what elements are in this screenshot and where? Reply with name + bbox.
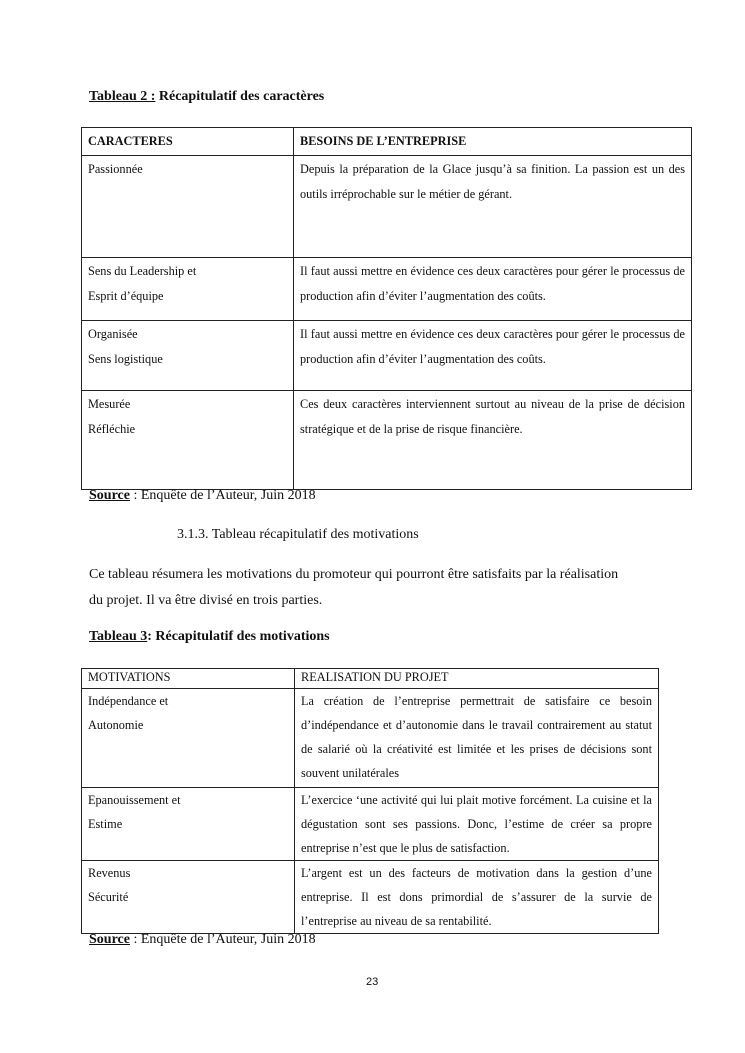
cell-right: Depuis la préparation de la Glace jusqu’à sa finition. La passion est un des outils irréprochable sur le métier de gérant.: [294, 156, 692, 258]
caption-label: Tableau 3: [89, 629, 148, 644]
table-motivations: [81, 668, 659, 934]
cell-line: Revenus: [88, 866, 131, 880]
caption-text: Récapitulatif des caractères: [155, 89, 325, 104]
cell-right: L’argent est un des facteurs de motivation dans la gestion d’une entreprise. Il est dons primordial de s’assurer de la survie de l’entreprise au niveau de sa rentabilité.: [295, 861, 659, 934]
cell-left: [82, 861, 295, 934]
table3-source: [89, 932, 316, 948]
header-cell: BESOINS DE L’ENTREPRISE: [294, 128, 692, 156]
cell-left: [82, 689, 295, 788]
header-cell: REALISATION DU PROJET: [295, 669, 659, 689]
source-label: Source: [89, 932, 130, 947]
table2-source: [89, 488, 316, 504]
cell-line: Mesurée: [88, 397, 131, 411]
cell-line: Epanouissement et: [88, 793, 181, 807]
cell-left: [82, 156, 294, 258]
cell-right: Il faut aussi mettre en évidence ces deux caractères pour gérer le processus de production afin d’éviter l’augmentation des coûts.: [294, 258, 692, 321]
cell-line: Organisée: [88, 327, 138, 341]
source-text: : Enquête de l’Auteur, Juin 2018: [129, 932, 316, 947]
cell-right: L’exercice ‘une activité qui lui plait motive forcément. La cuisine et la dégustation sont ses passions. Donc, l’estime de créer sa propre entreprise n’est que le plus de satisfaction.: [295, 788, 659, 861]
cell-line: Indépendance et: [88, 694, 169, 708]
cell-right: Il faut aussi mettre en évidence ces deux caractères pour gérer le processus de production afin d’éviter l’augmentation des coûts.: [294, 321, 692, 391]
table-row: [82, 156, 692, 258]
paragraph-line: du projet. Il va être divisé en trois parties.: [89, 593, 323, 608]
source-label: Source: [89, 488, 130, 503]
caption-label: Tableau 2 :: [89, 89, 156, 104]
cell-left: [82, 321, 294, 391]
cell-line: Sens du Leadership et: [88, 264, 197, 278]
caption-text: : Récapitulatif des motivations: [147, 629, 330, 644]
table3-caption: [89, 629, 330, 645]
cell-right: Ces deux caractères interviennent surtout au niveau de la prise de décision stratégique et de la prise de risque financière.: [294, 391, 692, 490]
table-row: [82, 689, 659, 788]
table-row: [82, 391, 692, 490]
table2-caption: [89, 89, 324, 105]
cell-line: Autonomie: [88, 718, 144, 732]
cell-left: [82, 258, 294, 321]
table-row: [82, 258, 692, 321]
cell-line: Réfléchie: [88, 422, 136, 436]
cell-line: Passionnée: [88, 162, 143, 176]
cell-line: Esprit d’équipe: [88, 289, 164, 303]
table-row: [82, 321, 692, 391]
cell-left: [82, 391, 294, 490]
table-header-row: [82, 669, 659, 689]
table-row: [82, 788, 659, 861]
paragraph: [89, 562, 689, 614]
cell-left: [82, 788, 295, 861]
cell-line: Estime: [88, 817, 123, 831]
cell-line: Sécurité: [88, 890, 129, 904]
source-text: : Enquête de l’Auteur, Juin 2018: [129, 488, 316, 503]
table-row: [82, 861, 659, 934]
header-cell: CARACTERES: [82, 128, 294, 156]
page-number: 23: [366, 976, 379, 988]
section-heading: 3.1.3. Tableau récapitulatif des motivations: [177, 527, 419, 542]
cell-right: La création de l’entreprise permettrait de satisfaire ce besoin d’indépendance et d’autonomie dans le travail contrairement au statut de salarié où la créativité est limitée et les prises de décisions sont souvent unilatérales: [295, 689, 659, 788]
paragraph-line: Ce tableau résumera les motivations du promoteur qui pourront être satisfaits par la réalisation: [89, 567, 619, 582]
header-cell: MOTIVATIONS: [82, 669, 295, 689]
table-caracteres: [81, 127, 692, 490]
cell-line: Sens logistique: [88, 352, 163, 366]
table-header-row: [82, 128, 692, 156]
